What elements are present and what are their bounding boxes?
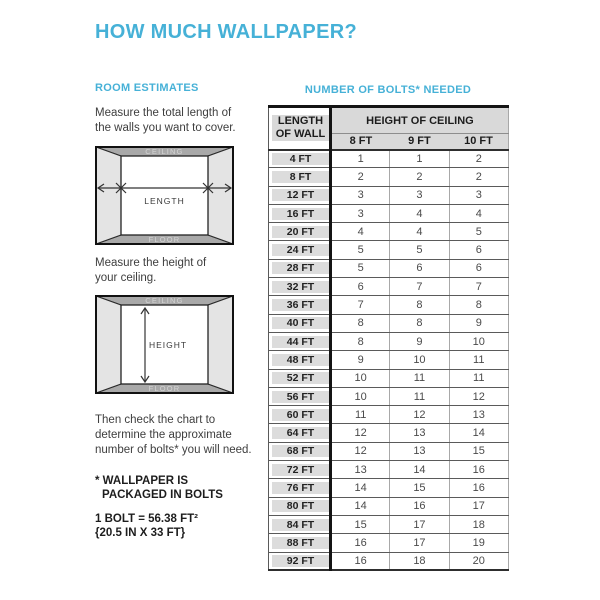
instruction-measure-height-line2: your ceiling. bbox=[95, 272, 157, 284]
bolt-count-cell: 20 bbox=[449, 552, 508, 570]
wall-length-cell bbox=[269, 150, 331, 168]
wall-length-cell bbox=[269, 515, 331, 533]
bolt-count-cell: 7 bbox=[331, 296, 390, 314]
wall-length-cell bbox=[269, 424, 331, 442]
wall-length-label: 32 FT bbox=[272, 281, 329, 293]
bolt-footnote bbox=[95, 474, 223, 502]
wall-length-cell bbox=[269, 552, 331, 570]
wall-length-cell bbox=[269, 369, 331, 387]
instruction-check-chart-line1: Then check the chart to bbox=[95, 414, 216, 426]
wall-length-label: 88 FT bbox=[272, 537, 329, 549]
bolt-footnote-line1: * WALLPAPER IS bbox=[95, 475, 189, 487]
wall-length-cell bbox=[269, 497, 331, 515]
bolt-count-cell: 12 bbox=[390, 406, 449, 424]
bolt-count-cell: 7 bbox=[449, 278, 508, 296]
wall-length-label: 76 FT bbox=[272, 482, 329, 494]
bolt-count-cell: 15 bbox=[449, 442, 508, 460]
table-row bbox=[269, 204, 509, 222]
bolt-spec-line2: {20.5 IN X 33 FT} bbox=[95, 527, 186, 539]
wall-length-label: 92 FT bbox=[272, 555, 329, 567]
bolt-count-cell: 17 bbox=[390, 534, 449, 552]
bolt-count-cell: 10 bbox=[390, 351, 449, 369]
wall-length-label: 80 FT bbox=[272, 500, 329, 512]
wall-length-cell bbox=[269, 314, 331, 332]
bolt-count-cell: 6 bbox=[449, 259, 508, 277]
bolt-count-cell: 12 bbox=[331, 424, 390, 442]
bolt-count-cell: 4 bbox=[331, 223, 390, 241]
table-row bbox=[269, 223, 509, 241]
bolt-count-cell: 1 bbox=[331, 150, 390, 168]
bolt-count-cell: 10 bbox=[331, 369, 390, 387]
bolt-count-cell: 16 bbox=[449, 479, 508, 497]
wall-length-cell bbox=[269, 461, 331, 479]
bolt-count-cell: 4 bbox=[390, 204, 449, 222]
bolt-count-cell: 5 bbox=[390, 241, 449, 259]
bolt-count-cell: 10 bbox=[449, 332, 508, 350]
wall-length-cell bbox=[269, 534, 331, 552]
bolt-count-cell: 10 bbox=[331, 387, 390, 405]
left-wall-panel bbox=[96, 296, 121, 393]
page-title: HOW MUCH WALLPAPER? bbox=[95, 21, 357, 43]
wall-length-label: 44 FT bbox=[272, 336, 329, 348]
bolt-count-cell: 9 bbox=[331, 351, 390, 369]
wall-length-cell bbox=[269, 296, 331, 314]
bolt-count-cell: 11 bbox=[331, 406, 390, 424]
wall-length-label: 64 FT bbox=[272, 427, 329, 439]
bolt-count-cell: 8 bbox=[390, 314, 449, 332]
wall-length-cell bbox=[269, 351, 331, 369]
table-row bbox=[269, 369, 509, 387]
bolt-count-cell: 16 bbox=[331, 534, 390, 552]
bolt-count-cell: 14 bbox=[331, 497, 390, 515]
bolt-count-cell: 18 bbox=[390, 552, 449, 570]
wall-length-label: 60 FT bbox=[272, 409, 329, 421]
wall-length-label: 24 FT bbox=[272, 244, 329, 256]
table-row bbox=[269, 515, 509, 533]
bolt-count-cell: 6 bbox=[449, 241, 508, 259]
bolt-count-cell: 14 bbox=[390, 461, 449, 479]
right-wall-panel bbox=[208, 147, 233, 244]
height-label: HEIGHT bbox=[148, 340, 188, 350]
wall-length-cell bbox=[269, 241, 331, 259]
bolts-table-section bbox=[268, 84, 508, 571]
instruction-check-chart bbox=[95, 413, 252, 458]
table-row bbox=[269, 424, 509, 442]
wall-length-label: 16 FT bbox=[272, 208, 329, 220]
bolts-table-body bbox=[269, 150, 509, 571]
bolt-count-cell: 16 bbox=[331, 552, 390, 570]
bolt-count-cell: 2 bbox=[449, 150, 508, 168]
wall-length-label: 4 FT bbox=[272, 153, 329, 165]
bolt-count-cell: 12 bbox=[331, 442, 390, 460]
instruction-measure-length bbox=[95, 106, 236, 136]
wall-length-label: 20 FT bbox=[272, 226, 329, 238]
bolt-count-cell: 14 bbox=[331, 479, 390, 497]
bolt-spec-line1: 1 BOLT = 56.38 FT² bbox=[95, 513, 198, 525]
bolt-count-cell: 3 bbox=[331, 186, 390, 204]
bolt-count-cell: 11 bbox=[449, 369, 508, 387]
bolt-count-cell: 13 bbox=[331, 461, 390, 479]
bolt-count-cell: 13 bbox=[449, 406, 508, 424]
table-row bbox=[269, 442, 509, 460]
wall-length-cell bbox=[269, 479, 331, 497]
length-label: LENGTH bbox=[144, 196, 185, 206]
table-row bbox=[269, 351, 509, 369]
wall-length-label: 12 FT bbox=[272, 189, 329, 201]
bolt-count-cell: 8 bbox=[331, 314, 390, 332]
height-of-ceiling-header: HEIGHT OF CEILING bbox=[331, 107, 509, 134]
bolt-count-cell: 7 bbox=[390, 278, 449, 296]
wall-length-label: 28 FT bbox=[272, 262, 329, 274]
length-of-wall-header bbox=[269, 107, 331, 150]
wall-length-cell bbox=[269, 223, 331, 241]
table-row bbox=[269, 387, 509, 405]
col-header-8ft: 8 FT bbox=[331, 134, 390, 150]
wall-length-cell bbox=[269, 204, 331, 222]
table-row bbox=[269, 259, 509, 277]
bolt-count-cell: 5 bbox=[449, 223, 508, 241]
bolt-count-cell: 11 bbox=[390, 369, 449, 387]
room-length-diagram bbox=[95, 146, 234, 245]
col-header-10ft: 10 FT bbox=[449, 134, 508, 150]
bolt-count-cell: 14 bbox=[449, 424, 508, 442]
bolt-count-cell: 13 bbox=[390, 442, 449, 460]
wall-length-label: 40 FT bbox=[272, 317, 329, 329]
instruction-check-chart-line3: number of bolts* you will need. bbox=[95, 444, 252, 456]
instruction-measure-height bbox=[95, 256, 206, 286]
bolt-count-cell: 9 bbox=[390, 332, 449, 350]
table-row bbox=[269, 461, 509, 479]
bolt-footnote-line2: PACKAGED IN BOLTS bbox=[102, 489, 223, 501]
table-row bbox=[269, 552, 509, 570]
bolt-count-cell: 17 bbox=[449, 497, 508, 515]
bolts-table bbox=[268, 105, 509, 571]
bolt-count-cell: 3 bbox=[449, 186, 508, 204]
wall-length-label: 48 FT bbox=[272, 354, 329, 366]
instruction-check-chart-line2: determine the approximate bbox=[95, 429, 232, 441]
instruction-measure-length-line2: the walls you want to cover. bbox=[95, 122, 236, 134]
left-wall-panel bbox=[96, 147, 121, 244]
bolt-count-cell: 15 bbox=[331, 515, 390, 533]
wall-length-cell bbox=[269, 332, 331, 350]
floor-label: FLOOR bbox=[148, 384, 181, 394]
ceiling-label: CEILING bbox=[145, 147, 184, 157]
bolt-count-cell: 15 bbox=[390, 479, 449, 497]
wall-length-cell bbox=[269, 186, 331, 204]
bolt-count-cell: 2 bbox=[449, 168, 508, 186]
bolt-count-cell: 2 bbox=[331, 168, 390, 186]
bolt-count-cell: 9 bbox=[449, 314, 508, 332]
table-row bbox=[269, 406, 509, 424]
table-row bbox=[269, 296, 509, 314]
wall-length-cell bbox=[269, 168, 331, 186]
table-row bbox=[269, 314, 509, 332]
bolt-count-cell: 8 bbox=[331, 332, 390, 350]
bolt-count-cell: 13 bbox=[390, 424, 449, 442]
wall-length-label: 68 FT bbox=[272, 445, 329, 457]
table-row bbox=[269, 534, 509, 552]
right-wall-panel bbox=[208, 296, 233, 393]
bolt-count-cell: 4 bbox=[449, 204, 508, 222]
bolt-count-cell: 11 bbox=[449, 351, 508, 369]
bolt-count-cell: 4 bbox=[390, 223, 449, 241]
bolt-count-cell: 2 bbox=[390, 168, 449, 186]
wall-length-label: 72 FT bbox=[272, 464, 329, 476]
wall-length-cell bbox=[269, 406, 331, 424]
bolt-count-cell: 3 bbox=[331, 204, 390, 222]
instruction-measure-height-line1: Measure the height of bbox=[95, 257, 207, 269]
bolts-table-header bbox=[269, 107, 509, 150]
floor-label: FLOOR bbox=[148, 235, 181, 245]
bolt-count-cell: 17 bbox=[390, 515, 449, 533]
bolt-count-cell: 16 bbox=[449, 461, 508, 479]
table-row bbox=[269, 168, 509, 186]
table-row bbox=[269, 241, 509, 259]
bolt-count-cell: 12 bbox=[449, 387, 508, 405]
length-of-wall-header-line2: OF WALL bbox=[275, 128, 326, 141]
wall-length-cell bbox=[269, 278, 331, 296]
bolt-count-cell: 16 bbox=[390, 497, 449, 515]
room-estimates-heading: ROOM ESTIMATES bbox=[95, 82, 199, 94]
wall-length-label: 8 FT bbox=[272, 171, 329, 183]
table-row bbox=[269, 186, 509, 204]
bolt-count-cell: 5 bbox=[331, 241, 390, 259]
table-row bbox=[269, 150, 509, 168]
bolt-spec bbox=[95, 512, 198, 540]
table-row bbox=[269, 479, 509, 497]
table-row bbox=[269, 497, 509, 515]
bolt-count-cell: 3 bbox=[390, 186, 449, 204]
bolt-count-cell: 8 bbox=[390, 296, 449, 314]
wall-length-label: 84 FT bbox=[272, 519, 329, 531]
instruction-measure-length-line1: Measure the total length of bbox=[95, 107, 232, 119]
wall-length-cell bbox=[269, 259, 331, 277]
length-of-wall-header-line1: LENGTH bbox=[277, 115, 324, 128]
wall-length-cell bbox=[269, 442, 331, 460]
table-header-row-group bbox=[269, 107, 509, 134]
table-row bbox=[269, 332, 509, 350]
bolt-count-cell: 6 bbox=[390, 259, 449, 277]
bolt-count-cell: 19 bbox=[449, 534, 508, 552]
bolt-count-cell: 8 bbox=[449, 296, 508, 314]
ceiling-label: CEILING bbox=[145, 296, 184, 306]
wall-length-label: 36 FT bbox=[272, 299, 329, 311]
wall-length-label: 52 FT bbox=[272, 372, 329, 384]
wall-length-cell bbox=[269, 387, 331, 405]
table-row bbox=[269, 278, 509, 296]
bolt-count-cell: 11 bbox=[390, 387, 449, 405]
bolt-count-cell: 1 bbox=[390, 150, 449, 168]
bolt-count-cell: 6 bbox=[331, 278, 390, 296]
bolt-count-cell: 5 bbox=[331, 259, 390, 277]
bolts-needed-heading: NUMBER OF BOLTS* NEEDED bbox=[304, 84, 472, 96]
wall-length-label: 56 FT bbox=[272, 391, 329, 403]
room-height-diagram bbox=[95, 295, 234, 394]
bolt-count-cell: 18 bbox=[449, 515, 508, 533]
col-header-9ft: 9 FT bbox=[390, 134, 449, 150]
